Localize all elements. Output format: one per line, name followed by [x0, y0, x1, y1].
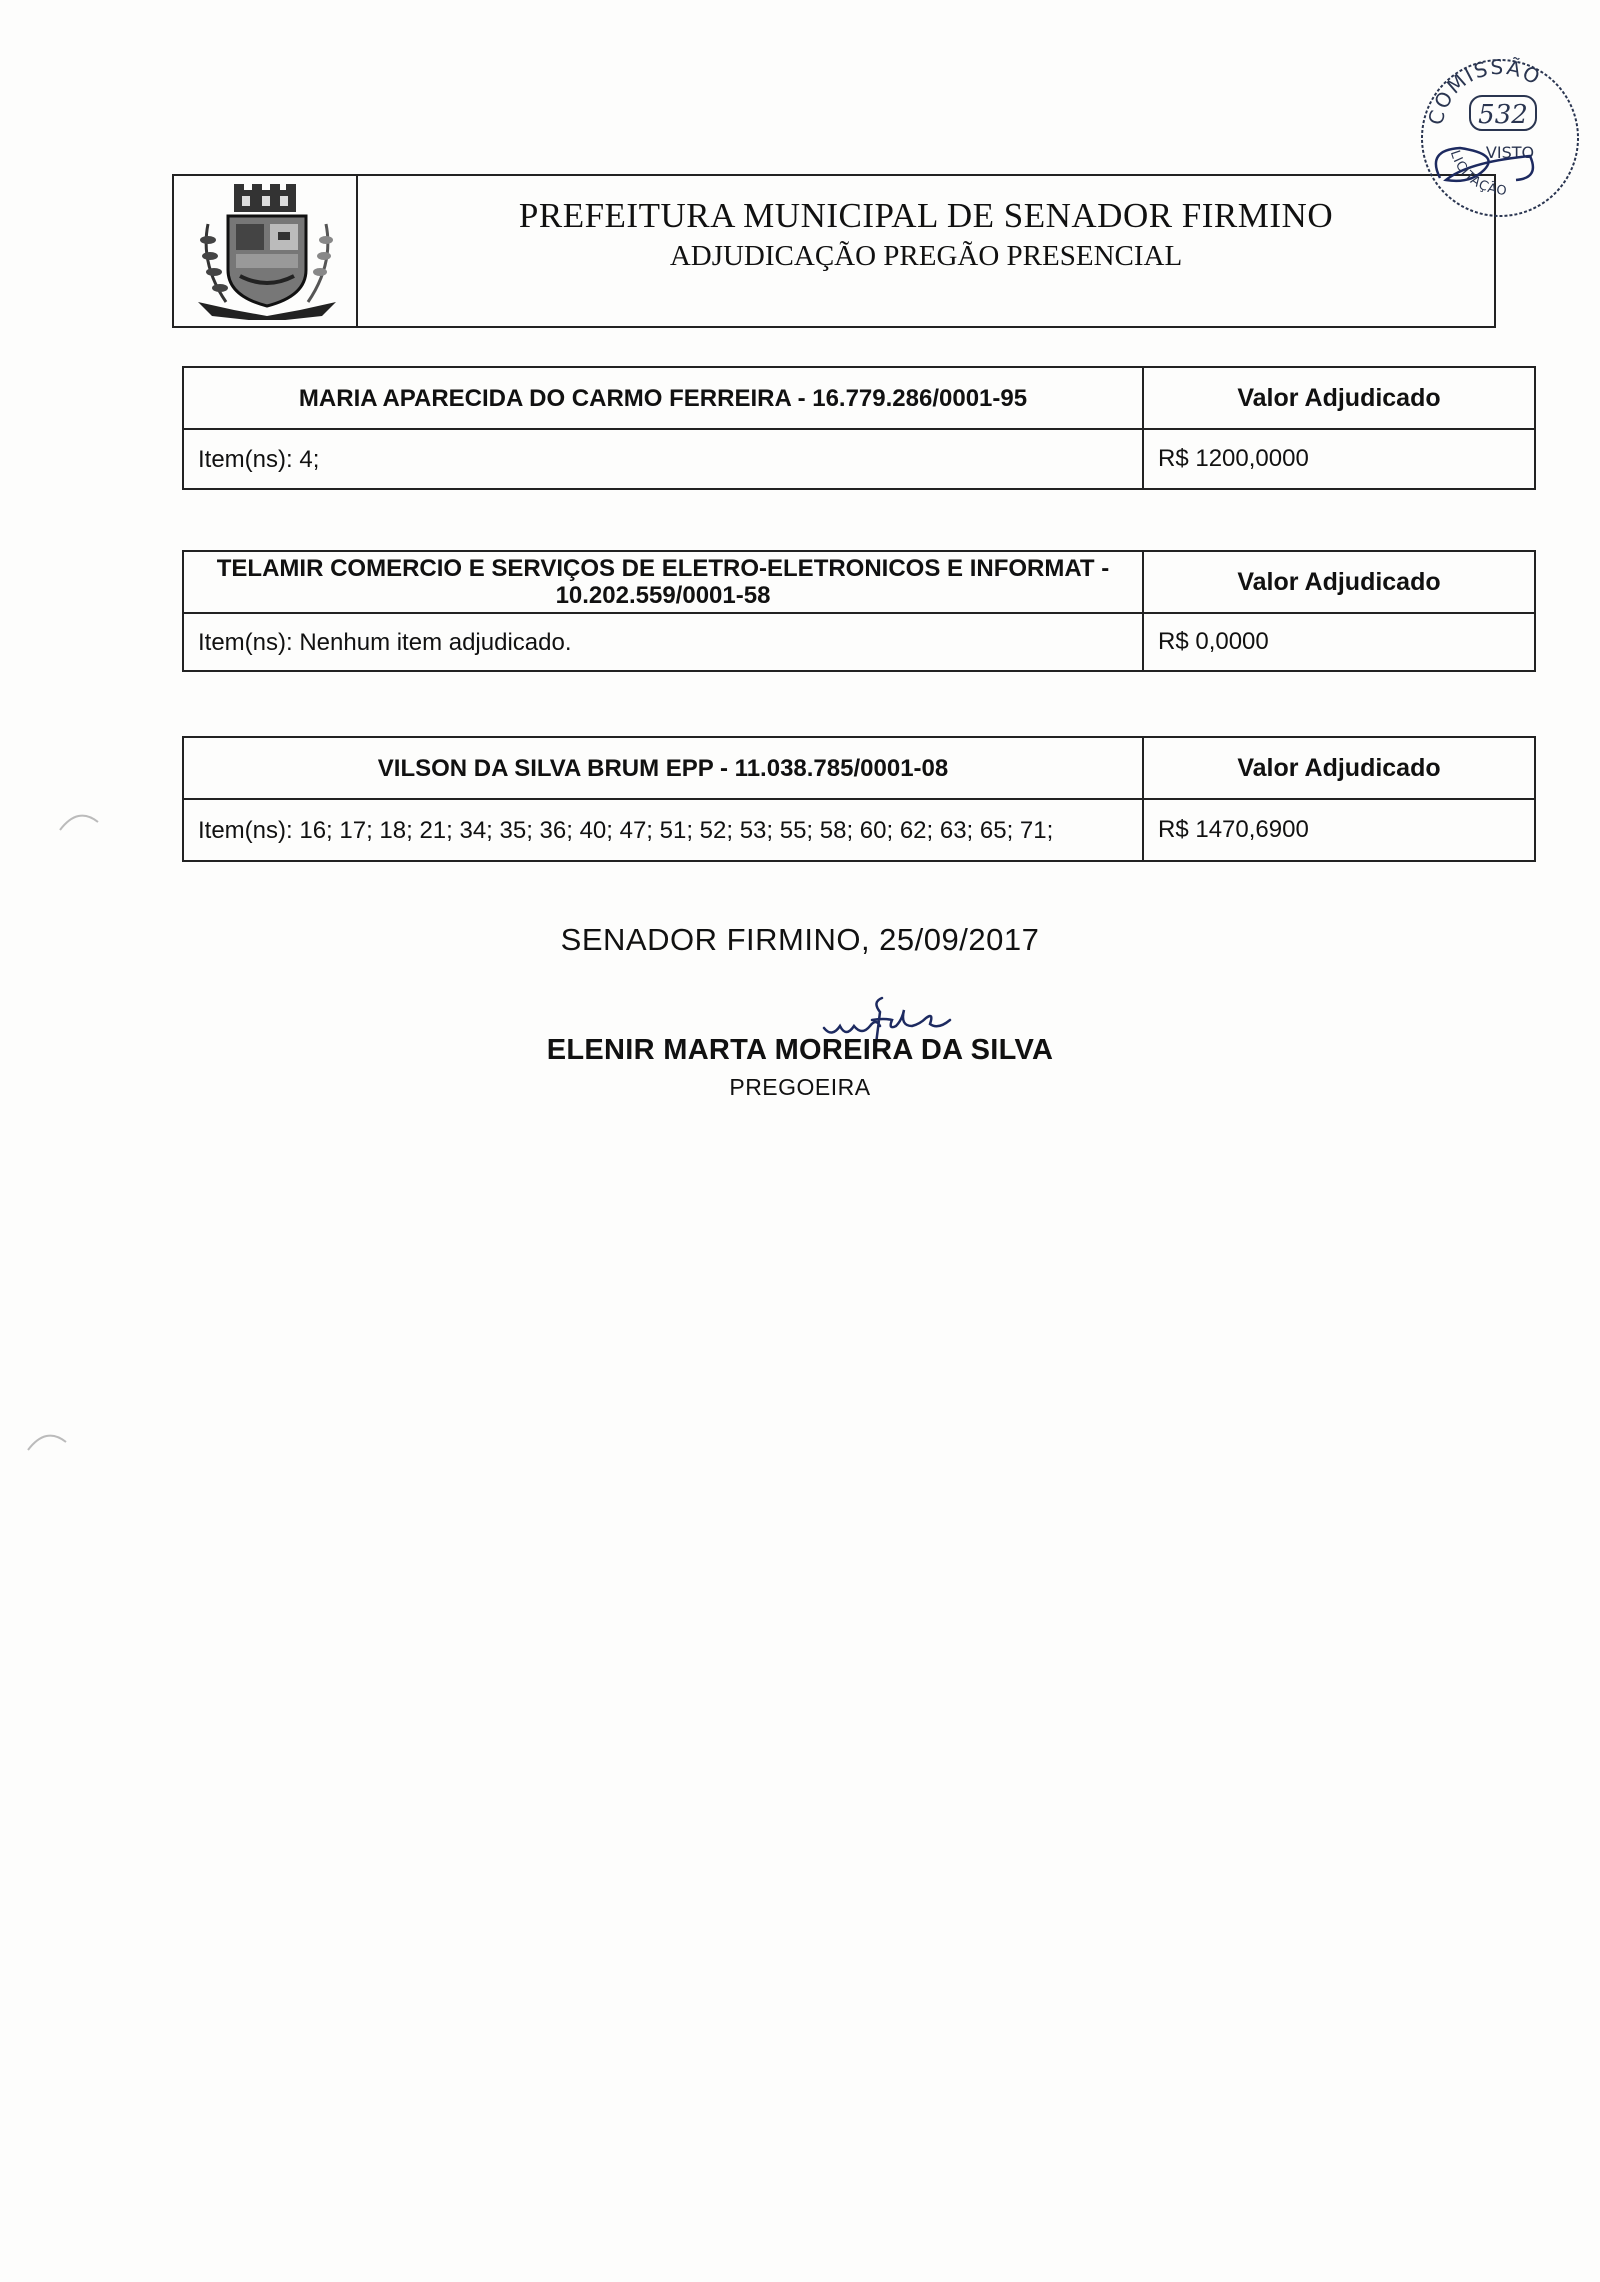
- awarded-amount: R$ 0,0000: [1143, 613, 1535, 671]
- award-table: [182, 550, 1536, 672]
- punch-hole-mark: [26, 1424, 70, 1454]
- awarded-amount: R$ 1200,0000: [1143, 429, 1535, 489]
- stamp-bottom-text: LICITAÇÃO: [1446, 148, 1509, 199]
- stamp-number: 532: [1478, 100, 1528, 130]
- award-table: [182, 736, 1536, 862]
- value-header: Valor Adjudicado: [1143, 737, 1535, 799]
- place-and-date: SENADOR FIRMINO, 25/09/2017: [560, 922, 1040, 957]
- stamp-top-text: COMISSÃO: [1423, 54, 1546, 128]
- awarded-items: Item(ns): 16; 17; 18; 21; 34; 35; 36; 40; 47; 51; 52; 53; 55; 58; 60; 62; 63; 65; 71;: [183, 799, 1143, 861]
- municipal-crest: [174, 176, 358, 326]
- document-subtitle: ADJUDICAÇÃO PREGÃO PRESENCIAL: [669, 240, 1183, 272]
- awarded-items: Item(ns): 4;: [183, 429, 1143, 489]
- stamp-middle-text: VISTO: [1485, 143, 1535, 162]
- signer-role: PREGOEIRA: [729, 1074, 871, 1100]
- supplier-name: VILSON DA SILVA BRUM EPP - 11.038.785/0001-08: [183, 737, 1143, 799]
- award-table: [182, 366, 1536, 490]
- punch-hole-mark: [58, 804, 102, 834]
- document-title: PREFEITURA MUNICIPAL DE SENADOR FIRMINO: [518, 196, 1334, 235]
- awarded-items: Item(ns): Nenhum item adjudicado.: [183, 613, 1143, 671]
- crest-icon: [194, 184, 340, 320]
- signer-name: ELENIR MARTA MOREIRA DA SILVA: [546, 1034, 1054, 1066]
- supplier-name: TELAMIR COMERCIO E SERVIÇOS DE ELETRO-ELETRONICOS E INFORMAT - 10.202.559/0001-58: [183, 551, 1143, 613]
- awarded-amount: R$ 1470,6900: [1143, 799, 1535, 861]
- value-header: Valor Adjudicado: [1143, 367, 1535, 429]
- value-header: Valor Adjudicado: [1143, 551, 1535, 613]
- committee-stamp: [1420, 28, 1580, 228]
- document-header: [172, 174, 1496, 328]
- supplier-name: MARIA APARECIDA DO CARMO FERREIRA - 16.779.286/0001-95: [183, 367, 1143, 429]
